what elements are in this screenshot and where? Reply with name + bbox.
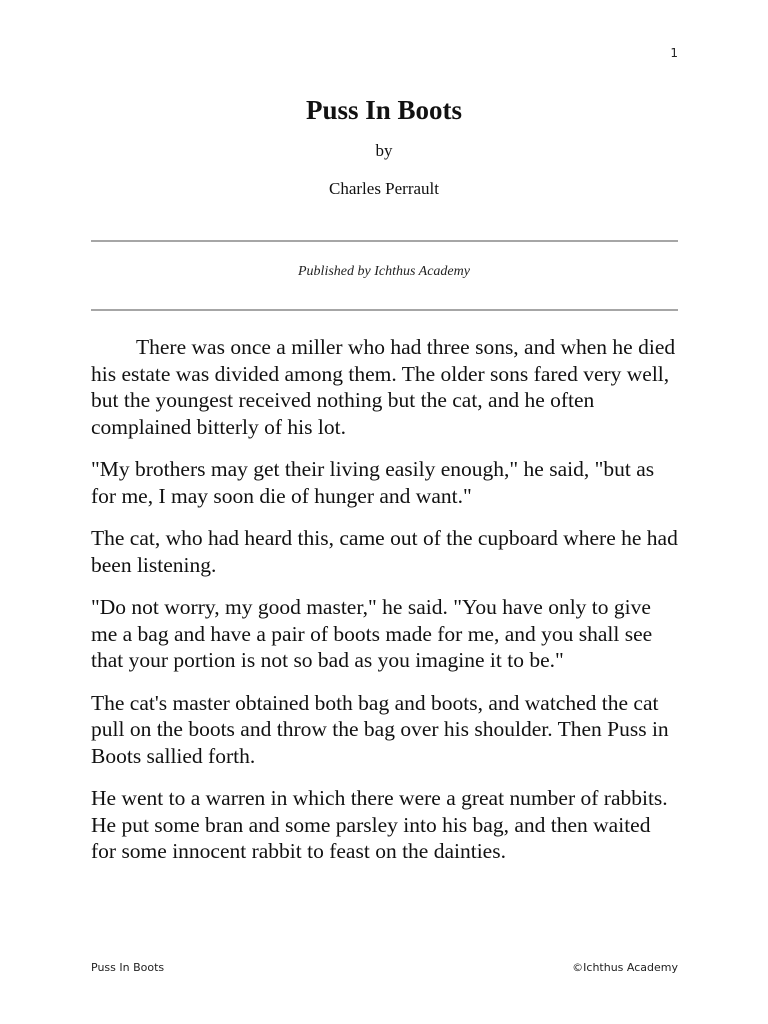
paragraph: "Do not worry, my good master," he said. "You have only to give me a bag and have a pair of boots made for me, and you shall see that your portion is not so bad as you imagine it to be." (91, 595, 653, 672)
publisher-line: Published by Ichthus Academy (298, 264, 470, 279)
title-block (0, 94, 768, 200)
paragraph: The cat's master obtained both bag and boots, and watched the cat pull on the boots and throw the bag over his shoulder. Then Puss in Boots sallied forth. (91, 690, 669, 768)
byline: by (375, 141, 393, 160)
paragraph: There was once a miller who had three sons, and when he died his estate was divided among them. The older sons fared very well, but the youngest received nothing but the cat, and he often complained bitterly of his lot. (91, 335, 676, 439)
footer-title: Puss In Boots (91, 961, 165, 974)
divider-bottom (91, 309, 678, 311)
author-name: Charles Perrault (329, 179, 439, 198)
document-title: Puss In Boots (305, 95, 463, 125)
divider-top (91, 240, 678, 242)
page-number: 1 (670, 46, 678, 60)
paragraph: He went to a warren in which there were a great number of rabbits. He put some bran and some parsley into his bag, and then waited for some innocent rabbit to feast on the dainties. (91, 786, 668, 863)
story-body (91, 334, 679, 881)
paragraph: The cat, who had heard this, came out of the cupboard where he had been listening. (91, 526, 678, 577)
footer-copyright: ©Ichthus Academy (572, 961, 678, 974)
paragraph: "My brothers may get their living easily enough," he said, "but as for me, I may soon die of hunger and want." (91, 457, 655, 508)
